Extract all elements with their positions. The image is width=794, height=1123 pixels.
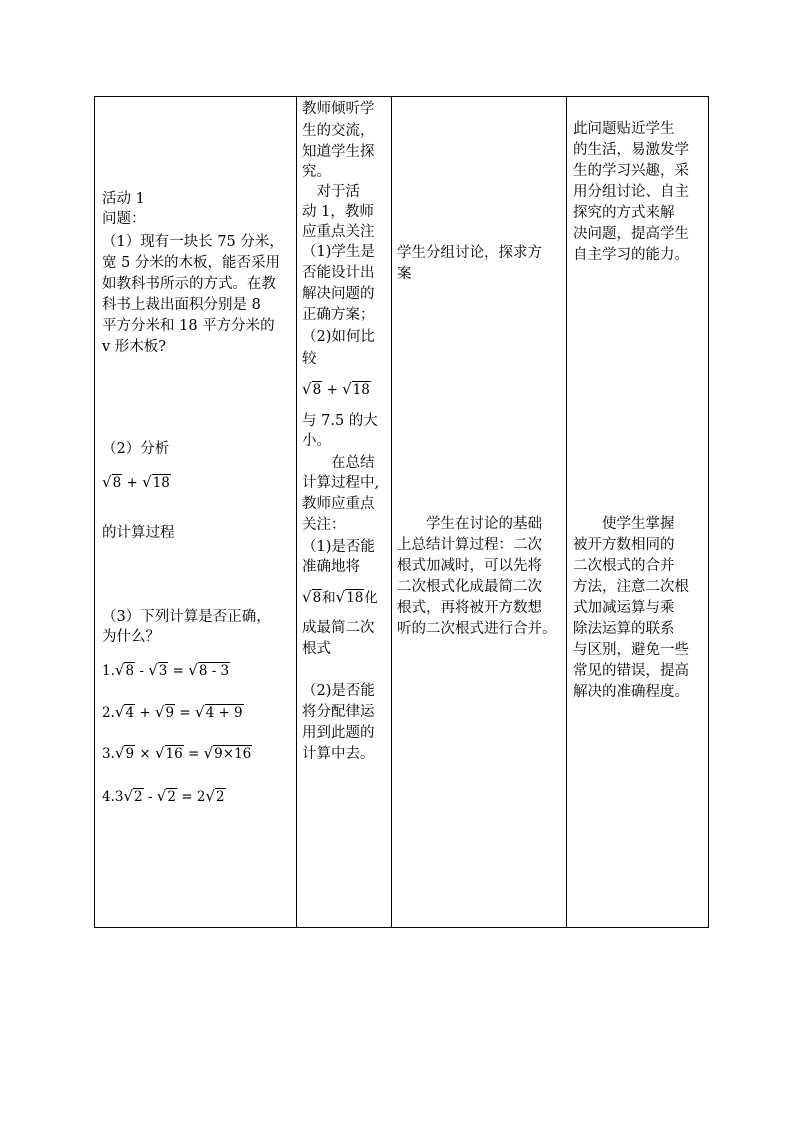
- simplify-expression: √8和√18化: [302, 588, 378, 606]
- teacher-line: 将分配律运: [302, 704, 375, 720]
- teacher-line: 知道学生探: [302, 144, 375, 160]
- design-intent-cell: [573, 97, 708, 927]
- intent-line: 式加减运算与乘: [573, 600, 675, 616]
- question-3-line: 为什么？: [102, 629, 160, 645]
- student-line: 上总结计算过程：二次: [397, 537, 542, 553]
- question-3-line: （3）下列计算是否正确，: [102, 609, 271, 625]
- teacher-line: 小。: [302, 433, 331, 449]
- question-1-line: 宽 5 分米的木板，能否采用: [102, 255, 280, 271]
- intent-line: 除法运算的联系: [573, 621, 675, 637]
- teacher-line: 教师应重点: [302, 496, 375, 512]
- teacher-line: 对于活: [302, 184, 360, 200]
- intent-line: 解决的准确程度。: [573, 684, 689, 700]
- intent-line: 使学生掌握: [573, 516, 675, 532]
- column-divider: [296, 97, 297, 927]
- question-2-label: （2）分析: [102, 441, 170, 457]
- column-divider: [566, 97, 567, 927]
- intent-line: 探究的方式来解: [573, 205, 675, 221]
- teacher-line: 正确方案；: [302, 307, 375, 323]
- question-1-line: （1）现有一块长 75 分米，: [102, 234, 284, 250]
- teacher-line: 用到此题的: [302, 725, 375, 741]
- column-divider: [391, 97, 392, 927]
- teacher-line: 成最简二次: [302, 620, 375, 636]
- teacher-line: （1)学生是: [302, 244, 375, 260]
- student-line: 学生在讨论的基础: [397, 516, 542, 532]
- sum-expression: √8 + √18: [102, 473, 170, 491]
- equation-1: 1.√8 - √3 = √8 - 3: [102, 661, 230, 679]
- teacher-line: 否能设计出: [302, 265, 375, 281]
- intent-line: 的生活，易激发学: [573, 142, 689, 158]
- teacher-line: 关注：: [302, 517, 346, 533]
- teacher-line: 根式: [302, 641, 331, 657]
- teacher-line: 准确地将: [302, 559, 360, 575]
- student-line: 根式加减时，可以先将: [397, 558, 542, 574]
- compare-expression: √8 + √18: [302, 380, 370, 398]
- equation-4: 4.3√2 - √2 = 2√2: [102, 787, 225, 805]
- equation-3: 3.√9 × √16 = √9×16: [102, 744, 252, 762]
- equation-2: 2.√4 + √9 = √4 + 9: [102, 703, 243, 721]
- question-2-tail: 的计算过程: [102, 525, 175, 541]
- intent-line: 常见的错误，提高: [573, 663, 689, 679]
- intent-line: 决问题，提高学生: [573, 226, 689, 242]
- student-line: 二次根式化成最简二次: [397, 579, 542, 595]
- teacher-line: 计算过程中,: [302, 475, 380, 491]
- intent-line: 被开方数相同的: [573, 537, 675, 553]
- teacher-activity-cell: [302, 97, 390, 927]
- intent-line: 方法，注意二次根: [573, 579, 689, 595]
- intent-line: 生的学习兴趣，采: [573, 163, 689, 179]
- intent-line: 用分组讨论、自主: [573, 184, 689, 200]
- teacher-line: （1)是否能: [302, 539, 375, 555]
- teacher-line: 在总结: [302, 455, 375, 471]
- teacher-line: 究。: [302, 164, 331, 180]
- student-activity-cell: [397, 97, 565, 927]
- question-1-line: 科书上裁出面积分别是 8: [102, 297, 261, 313]
- student-line: 根式，再将被开方数想: [397, 600, 542, 616]
- intent-line: 二次根式的合并: [573, 558, 675, 574]
- activity-content-cell: [102, 97, 294, 927]
- intent-line: 自主学习的能力。: [573, 247, 689, 263]
- teacher-line: （2)是否能: [302, 683, 375, 699]
- teacher-line: 计算中去。: [302, 746, 375, 762]
- teacher-line: 教师倾听学: [302, 101, 375, 117]
- question-1-line: 如教科书所示的方式。在教: [102, 276, 276, 292]
- teacher-line: 应重点关注: [302, 224, 375, 240]
- student-line: 案: [397, 266, 412, 282]
- lesson-table: [94, 96, 709, 928]
- question-1-line: v 形木板?: [102, 339, 167, 355]
- activity-title: 活动 1: [102, 191, 145, 207]
- teacher-line: 动 1，教师: [302, 204, 374, 220]
- student-line: 听的二次根式进行合并。: [397, 621, 557, 637]
- intent-line: 此问题贴近学生: [573, 121, 675, 137]
- teacher-line: 与 7.5 的大: [302, 413, 378, 429]
- teacher-line: （2)如何比: [302, 329, 375, 345]
- question-1-line: 平方分米和 18 平方分米的: [102, 318, 275, 334]
- teacher-line: 生的交流，: [302, 123, 375, 139]
- teacher-line: 较: [302, 351, 317, 367]
- intent-line: 与区别，避免一些: [573, 642, 689, 658]
- student-line: 学生分组讨论，探求方: [397, 245, 542, 261]
- teacher-line: 解决问题的: [302, 286, 375, 302]
- question-label: 问题：: [102, 211, 146, 227]
